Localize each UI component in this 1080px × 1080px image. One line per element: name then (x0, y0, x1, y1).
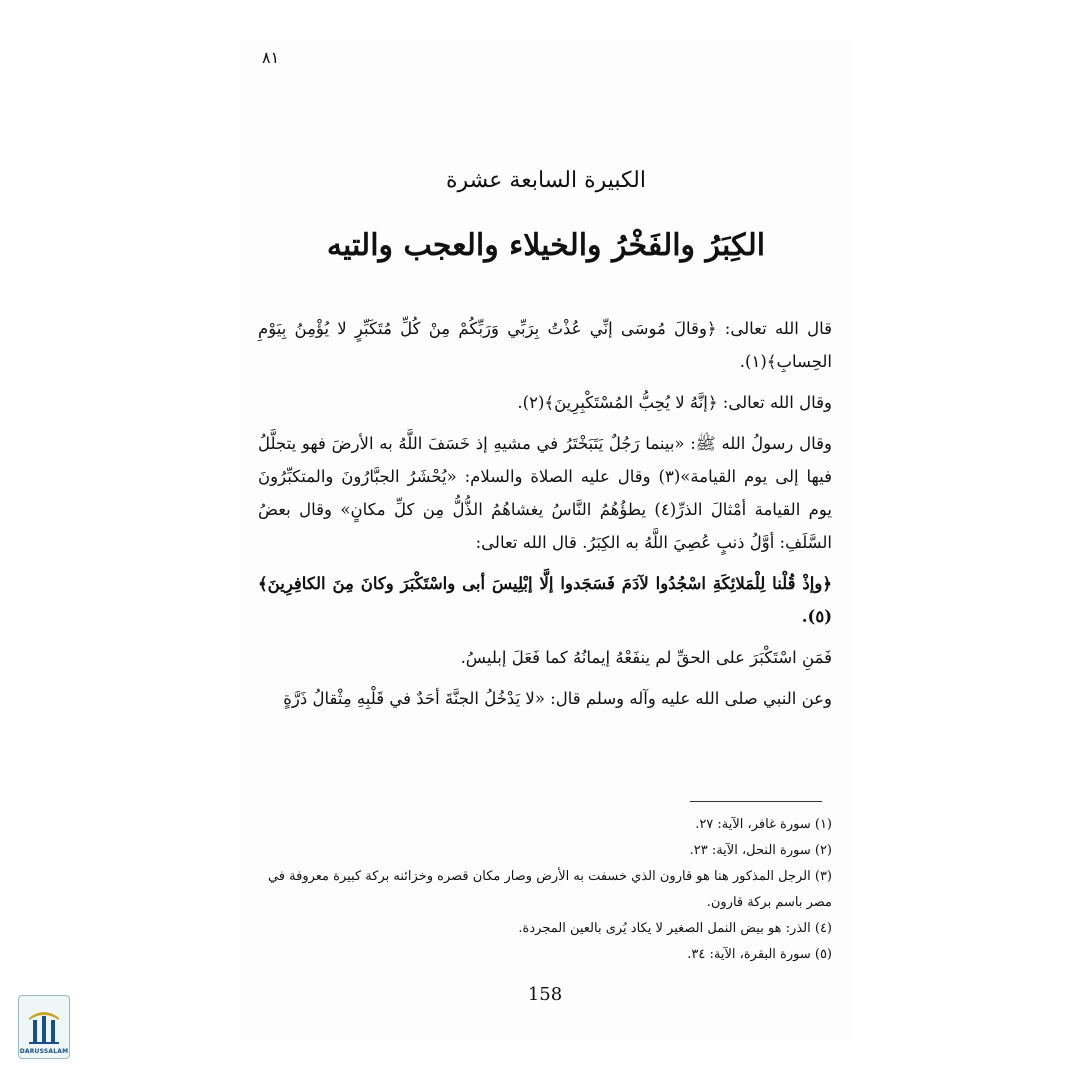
book-stand-icon (19, 998, 69, 1048)
footnote: (٣) الرجل المذكور هنا هو قارون الذي خسفت به الأرض وصار مكان قصره وخزائنه بركة كبيرة معروفة في مصر باسم بركة قارون. (267, 869, 832, 910)
footnote: (٢) سورة النحل، الآية: ٢٣. (689, 843, 832, 858)
paragraph: وعن النبي صلى الله عليه وآله وسلم قال: «لا يَدْخُلُ الجنَّةَ أحَدٌ في قَلْبِهِ مِثْقالُ ذَرَّةٍ (283, 689, 832, 708)
page-number-bottom: 158 (527, 984, 563, 1005)
footnote: (٤) الذر: هو بيض النمل الصغير لا يكاد يُرى بالعين المجردة. (518, 921, 832, 936)
body-text (258, 312, 832, 723)
paragraph: فَمَنِ اسْتَكْبَرَ على الحقِّ لم ينفَعْهُ إيمانُهُ كما فَعَلَ إبليسُ. (460, 648, 832, 667)
publisher-name: DARUSSALAM (19, 1048, 69, 1055)
paragraph: وقال الله تعالى: ﴿إنَّهُ لا يُحِبُّ المُسْتَكْبِرِينَ﴾(٢). (517, 393, 832, 412)
paragraph: وقال رسولُ الله ﷺ: «بينما رَجُلٌ يَتَبَخْتَرُ في مشيهِ إذ خَسَفَ اللَّهُ به الأرضَ فهو يتجلَّلُ فيها إلى يوم القيامة»(٣) وقال عليه الصلاة والسلام: «يُحْشَرُ الجبَّارُونَ والمتكبِّرُونَ يوم القيامة أمْثالَ الذرِّ(٤) يطؤُهُمُ النَّاسُ يغشاهُمُ الذُّلُّ مِن كلِّ مكانٍ» وقال بعضُ السَّلَفِ: أوَّلُ ذنبٍ عُصِيَ اللَّهُ به الكِبَرُ. قال الله تعالى: (258, 434, 832, 552)
chapter-heading: الكبيرة السابعة عشرة (446, 168, 646, 193)
footnote-divider (690, 801, 822, 802)
page-number-top: ٨١ (262, 48, 280, 67)
footnote: (١) سورة غافر، الآية: ٢٧. (695, 817, 832, 832)
paragraph: قال الله تعالى: ﴿وقالَ مُوسَى إنِّي عُذْتُ بِرَبِّي وَرَبِّكُمْ مِنْ كُلِّ مُتَكَبِّرٍ لا يُؤْمِنُ بِيَوْمِ الحِسابِ﴾(١). (258, 319, 832, 371)
paragraph: ﴿وإذْ قُلْنا لِلْمَلائِكَةِ اسْجُدُوا لآدَمَ فَسَجَدوا إلَّا إبْلِيسَ أبى واسْتَكْبَرَ وكانَ مِنَ الكافِرِينَ﴾(٥). (258, 574, 832, 626)
footnote: (٥) سورة البقرة، الآية: ٣٤. (687, 947, 832, 962)
publisher-logo (18, 995, 70, 1059)
page-title: الكِبَرُ والفَخْرُ والخيلاء والعجب والتيه (326, 228, 766, 263)
footnotes (262, 812, 832, 968)
